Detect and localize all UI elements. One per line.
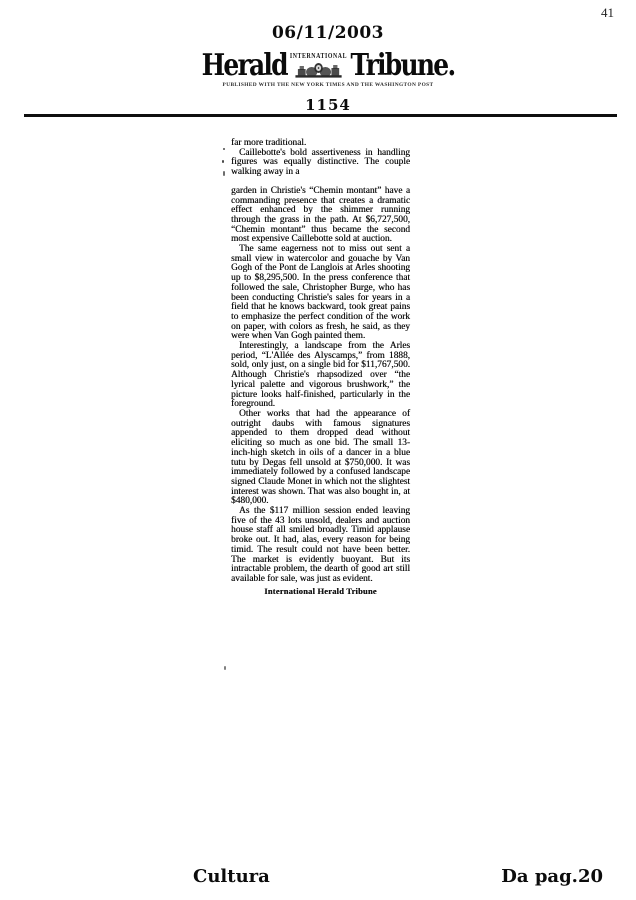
- scan-artifact: [224, 666, 226, 670]
- article-column: [231, 139, 410, 596]
- article-byline: International Herald Tribune: [264, 585, 377, 596]
- masthead-word-herald: Herald: [201, 46, 287, 83]
- page-number: 41: [601, 5, 614, 20]
- header-divider-rule: [24, 114, 617, 117]
- clipping-number: 1154: [305, 96, 351, 114]
- masthead-word-tribune: Tribune.: [350, 46, 455, 83]
- scan-artifact: [223, 171, 225, 176]
- article-paragraph: As the $117 million session ended leaving five of the 43 lots unsold, dealers and auction house staff all smiled broadly. Timid applause broke out. It had, alas, every reason for being timid. The result could not have been better. The market is evidently buoyant. But its intractable problem, the dearth of good art still available for sale, was just as evident.: [231, 506, 410, 584]
- article-paragraph: garden in Christie's “Chemin montant” have a commanding presence that creates a dramatic effect enhanced by the shimmer running through the grass in the path. At $6,727,500, “Chemin montant” thus became the second most expensive Caillebotte sold at auction.: [231, 185, 410, 245]
- clipping-header: [12, 0, 636, 114]
- masthead-tagline: PUBLISHED WITH THE NEW YORK TIMES AND THE WASHINGTON POST: [222, 81, 434, 87]
- masthead-emblem-icon: [296, 60, 342, 80]
- article-paragraph: Other works that had the appearance of outright daubs with famous signatures appended to them dropped dead without eliciting so much as one bid. The small 13-inch-high sketch in oils of a dancer in a blue tutu by Degas fell unsold at $750,000. It was immediately followed by a confused landscape signed Claude Monet in which not the slightest interest was shown. That was also bought in, at $480,000.: [231, 408, 410, 507]
- masthead-international-label: INTERNATIONAL: [290, 52, 348, 60]
- article-paragraph: The same eagerness not to miss out sent a small view in watercolor and gouache by Van Gogh of the Pont de Langlois at Arles shooting up to $8,295,500. In the press conference that followed the sale, Christopher Burge, who has been conducting Christie's sales for years in a field that he knows backward, took great pains to emphasize the perfect condition of the work on paper, with colors as fresh, he said, as they were when Van Gogh painted them.: [231, 244, 410, 342]
- article-paragraph: far more traditional.: [231, 138, 307, 148]
- footer-section-label: Cultura: [193, 866, 270, 887]
- masthead-tagline-wrap: [12, 81, 636, 89]
- masthead: [56, 46, 600, 83]
- scan-artifact: [223, 148, 225, 150]
- footer-page-reference: Da pag.20: [501, 866, 603, 887]
- scan-artifact: [222, 160, 224, 163]
- clipping-date: 06/11/2003: [271, 23, 385, 43]
- masthead-center: [289, 49, 349, 80]
- article-paragraph: Interestingly, a landscape from the Arles period, “L'Allée des Alyscamps,” from 1888, sold, only just, on a single bid for $11,767,500. Although Christie's rhapsodized over “the lyrical palette and vigorous brushwork,” the picture looks half-finished, particularly in the foreground.: [231, 341, 410, 410]
- article-paragraph: Caillebotte's bold assertiveness in handling figures was equally distinctive. The couple walking away in a: [231, 147, 410, 178]
